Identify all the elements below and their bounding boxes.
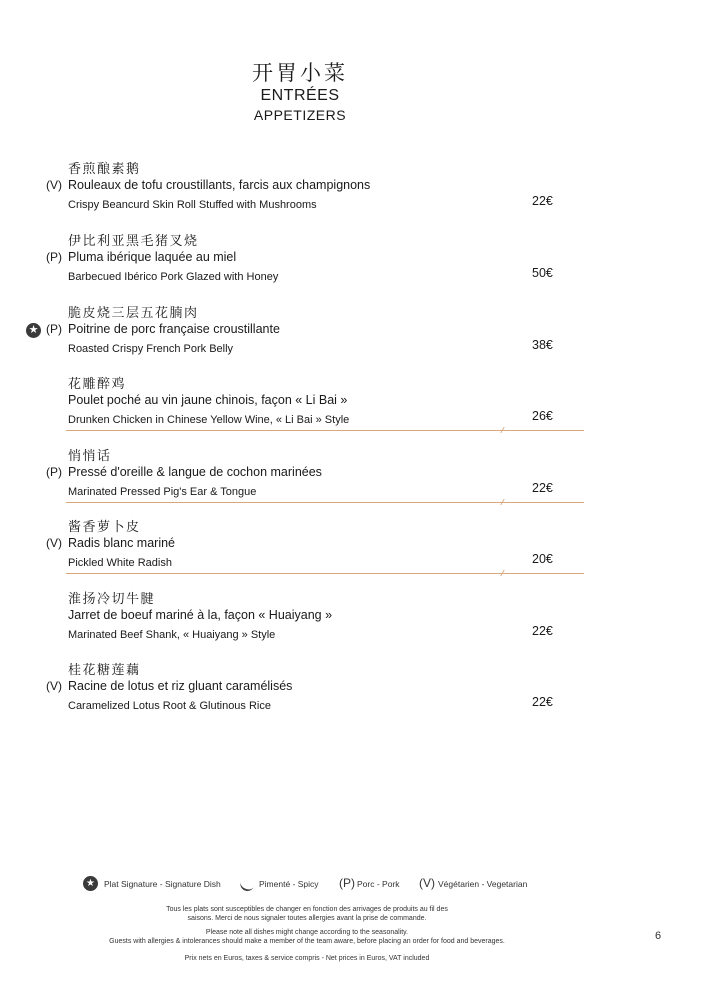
dish-name-chinese: 伊比利亚黑毛猪叉烧 (68, 234, 199, 249)
dish-price: 22€ (532, 624, 553, 638)
dish-name-english: Drunken Chicken in Chinese Yellow Wine, « Li Bai » Style (68, 414, 350, 426)
dish-price: 20€ (532, 552, 553, 566)
legend-pork-mark: (P) (339, 876, 355, 890)
dish-price: 38€ (532, 338, 553, 352)
notice-line: Prix nets en Euros, taxes & service compris - Net prices in Euros, VAT included (184, 955, 430, 962)
notice-line: Tous les plats sont susceptibles de changer en fonction des arrivages de produits au fil des (166, 906, 448, 913)
dish-diet-mark: (P) (46, 465, 62, 479)
dish-name-english: Marinated Beef Shank, « Huaiyang » Style (68, 629, 276, 641)
dish-diet-mark: (V) (46, 679, 62, 693)
dish-name-chinese: 淮扬冷切牛腱 (68, 592, 156, 607)
dish-diet-mark: (P) (46, 322, 62, 336)
dish-name-english: Roasted Crispy French Pork Belly (68, 343, 234, 355)
signature-star-icon: ★ (83, 876, 98, 891)
dish-name-english: Caramelized Lotus Root & Glutinous Rice (68, 700, 271, 712)
menu-section-header (0, 60, 600, 124)
signature-star-icon: ★ (26, 323, 41, 338)
notice-line: saisons. Merci de nous signaler toutes allergies avant la prise de commande. (187, 914, 427, 922)
dish-name-chinese: 脆皮烧三层五花腩肉 (68, 306, 199, 321)
notice-french (0, 906, 614, 923)
dish-name-chinese: 桂花糖莲藕 (68, 663, 141, 678)
dish-item (0, 588, 600, 656)
notice-english (0, 929, 614, 946)
dish-name-chinese: 香煎酿素鹅 (68, 162, 141, 177)
dish-price: 22€ (532, 695, 553, 709)
legend-vegetarian: Végétarien - Vegetarian (438, 879, 528, 889)
price-notice (0, 955, 614, 964)
legend-veg-mark: (V) (419, 876, 435, 890)
dish-price: 50€ (532, 266, 553, 280)
dish-name-french: Poitrine de porc française croustillante (68, 322, 280, 336)
dish-diet-mark: (P) (46, 250, 62, 264)
dish-name-french: Jarret de boeuf mariné à la, façon « Huaiyang » (68, 608, 333, 622)
notice-line: Guests with allergies & intolerances should make a member of the team aware, before placing an order for food and beverages. (109, 937, 505, 945)
dish-diet-mark: (V) (46, 536, 62, 550)
divider-line (66, 502, 584, 503)
divider-line (66, 430, 584, 431)
dish-item (0, 659, 600, 727)
dish-name-french: Racine de lotus et riz gluant caramélisés (68, 679, 293, 693)
dish-item (0, 516, 600, 584)
dish-item (0, 373, 600, 441)
dish-name-french: Rouleaux de tofu croustillants, farcis aux champignons (68, 178, 371, 192)
dish-item (0, 230, 600, 298)
notice-line: Please note all dishes might change according to the seasonality. (205, 929, 409, 936)
dish-name-french: Pluma ibérique laquée au miel (68, 250, 237, 264)
dish-item (0, 158, 600, 226)
dish-item (0, 302, 600, 370)
dish-name-english: Marinated Pressed Pig's Ear & Tongue (68, 486, 257, 498)
legend-pork: Porc - Pork (357, 879, 400, 889)
section-title-chinese: 开胃小菜 (252, 61, 348, 85)
dish-item (0, 445, 600, 513)
dish-price: 26€ (532, 409, 553, 423)
page-number: 6 (655, 930, 662, 942)
dish-name-chinese: 酱香萝卜皮 (68, 520, 141, 535)
section-title-french: ENTRÉES (260, 87, 340, 104)
legend-signature: Plat Signature - Signature Dish (104, 879, 221, 889)
dish-name-french: Poulet poché au vin jaune chinois, façon « Li Bai » (68, 393, 348, 407)
dish-price: 22€ (532, 481, 553, 495)
dish-diet-mark: (V) (46, 178, 62, 192)
divider-line (66, 573, 584, 574)
legend-spicy: Pimenté - Spicy (259, 879, 319, 889)
dish-name-chinese: 悄悄话 (68, 449, 112, 464)
legend (0, 876, 710, 896)
dish-name-french: Pressé d'oreille & langue de cochon marinées (68, 465, 322, 479)
dish-price: 22€ (532, 194, 553, 208)
dish-name-english: Crispy Beancurd Skin Roll Stuffed with Mushrooms (68, 199, 317, 211)
dish-name-french: Radis blanc mariné (68, 536, 175, 550)
section-title-english: APPETIZERS (253, 107, 347, 123)
dish-name-english: Pickled White Radish (68, 557, 172, 569)
dish-name-chinese: 花雕醉鸡 (68, 377, 127, 392)
chili-icon (238, 877, 255, 893)
dish-name-english: Barbecued Ibérico Pork Glazed with Honey (68, 271, 279, 283)
